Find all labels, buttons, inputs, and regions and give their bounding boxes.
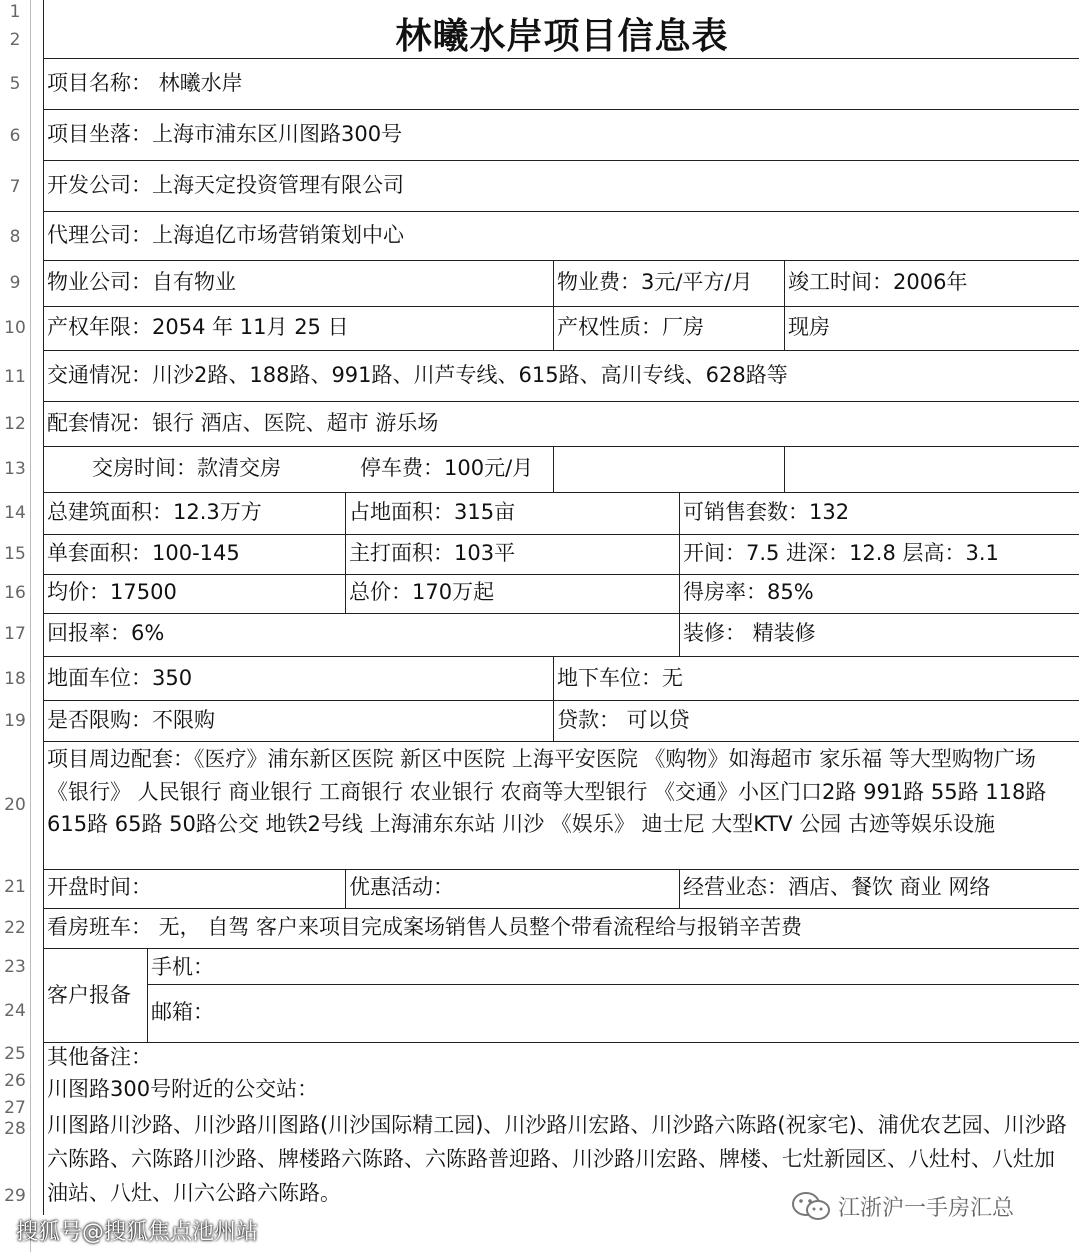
row-divider <box>43 401 1079 402</box>
row-number: 28 <box>4 1119 26 1139</box>
facilities-cell: 配套情况：银行 酒店、医院、超市 游乐场 <box>47 411 439 435</box>
row-number: 6 <box>9 126 21 146</box>
cell-divider <box>553 260 554 350</box>
row-number: 2 <box>9 30 21 50</box>
row-number: 5 <box>9 74 21 94</box>
table-left-border <box>43 0 44 1215</box>
row-number: 25 <box>4 1044 26 1064</box>
location-cell: 项目坐落：上海市浦东区川图路300号 <box>47 122 403 146</box>
dimensions-cell: 开间：7.5 进深：12.8 层高：3.1 <box>683 541 999 565</box>
cell-divider <box>784 260 785 350</box>
row-number: 23 <box>4 957 26 977</box>
row-divider <box>43 908 1079 909</box>
delivery-cell: 交房时间：款清交房 <box>92 456 281 480</box>
row-number: 22 <box>4 918 26 938</box>
property-fee-cell: 物业费：3元/平方/月 <box>557 270 753 294</box>
opening-cell: 开盘时间： <box>47 875 152 899</box>
row-number: 20 <box>4 795 26 815</box>
row-divider <box>43 574 1079 575</box>
total-area-cell: 总建筑面积：12.3万方 <box>47 500 262 524</box>
row-number: 9 <box>9 273 21 293</box>
return-rate-cell: 回报率：6% <box>47 621 165 645</box>
row-number: 10 <box>4 318 26 338</box>
row-number: 1 <box>9 2 21 22</box>
cell-divider <box>553 446 554 492</box>
row-divider <box>147 984 1079 985</box>
parking-fee-cell: 停车费：100元/月 <box>360 456 534 480</box>
page-title: 林曦水岸项目信息表 <box>395 16 729 57</box>
row-divider <box>43 492 1079 493</box>
ground-parking-cell: 地面车位：350 <box>47 666 193 690</box>
row-number: 11 <box>4 367 26 387</box>
row-divider <box>43 446 1079 447</box>
bus-list: 川图路川沙路、川沙路川图路(川沙国际精工园)、川沙路川宏路、川沙路六陈路(祝家宅)、浦优农艺园、川沙路六陈路、六陈路川沙路、牌楼路六陈路、六陈路普迎路、川沙路川宏路、牌楼、七灶新园区、八灶村、八灶加油站、八灶、川六公路六陈路。 <box>47 1113 1067 1205</box>
phone-field: 手机： <box>151 955 214 979</box>
row-divider <box>43 350 1079 351</box>
cell-divider <box>147 948 148 1042</box>
row-number: 17 <box>4 624 26 644</box>
row-divider <box>43 948 1079 949</box>
decoration-cell: 装修： 精装修 <box>683 621 816 645</box>
row-divider <box>43 534 1079 535</box>
row-number: 8 <box>9 227 21 247</box>
row-divider <box>43 656 1079 657</box>
total-price-cell: 总价：170万起 <box>349 580 495 604</box>
cell-divider <box>553 656 554 741</box>
gutter-divider <box>30 0 31 1252</box>
nature-cell: 产权性质：厂房 <box>557 315 704 339</box>
row-number: 7 <box>9 177 21 197</box>
report-label: 客户报备 <box>47 983 131 1007</box>
row-divider <box>43 1042 1079 1043</box>
row-number: 15 <box>4 544 26 564</box>
row-divider <box>43 306 1079 307</box>
status-cell: 现房 <box>788 315 830 339</box>
watermark-left: 搜狐号@搜狐焦点池州站 <box>16 1220 259 1245</box>
notes-label: 其他备注： <box>47 1045 152 1069</box>
row-number: 14 <box>4 503 26 523</box>
business-cell: 经营业态：酒店、餐饮 商业 网络 <box>683 875 991 899</box>
completion-cell: 竣工时间：2006年 <box>788 270 968 294</box>
row-divider <box>43 160 1079 161</box>
wechat-icon <box>790 1190 832 1224</box>
row-number: 26 <box>4 1071 26 1091</box>
underground-parking-cell: 地下车位：无 <box>557 666 683 690</box>
row-divider <box>43 109 1079 110</box>
row-divider <box>43 613 1079 614</box>
row-number: 19 <box>4 711 26 731</box>
cell-divider <box>784 446 785 492</box>
avg-price-cell: 均价：17500 <box>47 580 177 604</box>
row-divider <box>43 741 1079 742</box>
row-number: 21 <box>4 877 26 897</box>
loan-cell: 贷款： 可以贷 <box>557 708 690 732</box>
row-divider <box>43 700 1079 701</box>
project-name-cell: 项目名称： 林曦水岸 <box>47 71 243 95</box>
land-area-cell: 占地面积：315亩 <box>349 500 516 524</box>
agent-cell: 代理公司：上海追亿市场营销策划中心 <box>47 223 404 247</box>
traffic-cell: 交通情况：川沙2路、188路、991路、川芦专线、615路、高川专线、628路等 <box>47 363 788 387</box>
row-divider <box>43 211 1079 212</box>
watermark-right: 江浙沪一手房汇总 <box>838 1196 1015 1221</box>
row-divider <box>43 260 1079 261</box>
row-number: 18 <box>4 669 26 689</box>
row-number: 12 <box>4 414 26 434</box>
efficiency-cell: 得房率：85% <box>683 580 814 604</box>
developer-cell: 开发公司：上海天定投资管理有限公司 <box>47 173 404 197</box>
row-number: 24 <box>4 1001 26 1021</box>
row-number: 13 <box>4 459 26 479</box>
cell-divider <box>679 869 680 908</box>
property-company-cell: 物业公司：自有物业 <box>47 270 236 294</box>
promotion-cell: 优惠活动： <box>349 875 454 899</box>
row-number: 16 <box>4 583 26 603</box>
main-area-cell: 主打面积：103平 <box>349 541 516 565</box>
row-number: 29 <box>4 1186 26 1206</box>
row-divider <box>43 869 1079 870</box>
cell-divider <box>345 869 346 908</box>
cell-divider <box>345 492 346 613</box>
surroundings-cell: 项目周边配套：《医疗》浦东新区医院 新区中医院 上海平安医院 《购物》如海超市 家乐福 等大型购物广场 《银行》 人民银行 商业银行 工商银行 农业银行 农商等大型银行 《交通》小区门口2路 991路 55路 118路 615路 65路 50路公交 地铁2号线 上海浦东东站 川沙 《娱乐》 迪士尼 大型KTV 公园 古迹等娱乐设施 <box>47 747 1047 836</box>
units-cell: 可销售套数：132 <box>683 500 850 524</box>
shuttle-cell: 看房班车： 无， 自驾 客户来项目完成案场销售人员整个带看流程给与报销辛苦费 <box>47 915 803 939</box>
purchase-limit-cell: 是否限购：不限购 <box>47 708 215 732</box>
bus-title: 川图路300号附近的公交站： <box>47 1077 319 1101</box>
row-number: 27 <box>4 1098 26 1118</box>
email-field: 邮箱： <box>151 1000 214 1024</box>
term-cell: 产权年限：2054 年 11月 25 日 <box>47 315 349 339</box>
unit-area-cell: 单套面积：100-145 <box>47 541 240 565</box>
cell-divider <box>679 492 680 656</box>
